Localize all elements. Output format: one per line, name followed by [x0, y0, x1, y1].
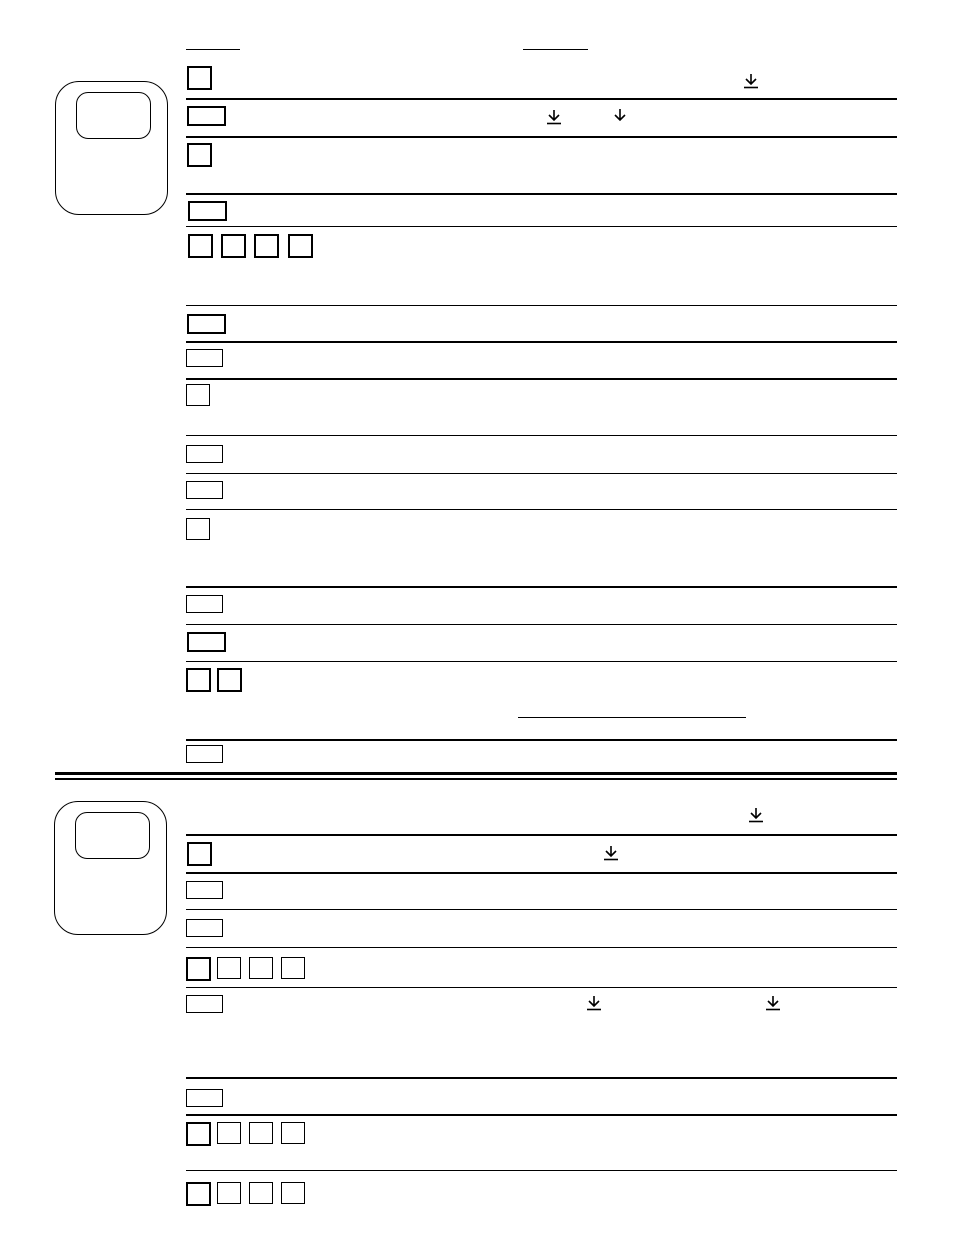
row-divider: [186, 305, 897, 306]
display-panel-icon: [54, 801, 167, 935]
enter-arrow-icon: [748, 807, 764, 823]
display-screen: [75, 812, 150, 859]
row-divider: [186, 947, 897, 948]
enter-arrow-icon: [586, 995, 602, 1011]
row-divider: [186, 987, 897, 988]
display-screen: [76, 92, 151, 139]
key-s2-row-7-b[interactable]: [217, 1122, 241, 1144]
row-divider: [186, 1077, 897, 1079]
key-row-9[interactable]: [186, 445, 223, 463]
key-s2-row-1[interactable]: [187, 842, 212, 866]
key-row-5-c[interactable]: [254, 234, 279, 258]
key-row-3[interactable]: [187, 143, 212, 167]
key-s2-row-4-d[interactable]: [281, 957, 305, 979]
key-row-2[interactable]: [187, 106, 226, 126]
key-s2-row-7-d[interactable]: [281, 1122, 305, 1144]
row-divider: [186, 193, 897, 195]
header-rule-right: [523, 49, 588, 50]
key-s2-row-8-c[interactable]: [249, 1182, 273, 1204]
key-s2-row-2[interactable]: [186, 881, 223, 899]
row-divider: [186, 341, 897, 343]
key-s2-row-6[interactable]: [186, 1089, 223, 1107]
row-divider: [186, 509, 897, 510]
key-row-11[interactable]: [186, 518, 210, 540]
header-rule-left: [186, 49, 240, 50]
row-divider: [186, 226, 897, 227]
key-s2-row-3[interactable]: [186, 919, 223, 937]
key-s2-row-4-b[interactable]: [217, 957, 241, 979]
enter-arrow-icon: [546, 109, 562, 125]
row-divider: [186, 909, 897, 910]
key-row-13[interactable]: [187, 632, 226, 652]
row-divider: [186, 1114, 897, 1116]
section-separator-bottom: [55, 778, 897, 780]
row-divider: [186, 624, 897, 625]
key-row-5-a[interactable]: [188, 234, 213, 258]
row-divider: [186, 1170, 897, 1171]
enter-arrow-icon: [765, 995, 781, 1011]
key-s2-row-7-c[interactable]: [249, 1122, 273, 1144]
key-row-5-b[interactable]: [221, 234, 246, 258]
key-row-12[interactable]: [186, 595, 223, 613]
row-divider: [186, 739, 897, 741]
key-row-14-a[interactable]: [186, 668, 211, 692]
row-divider: [186, 378, 897, 380]
display-panel-icon: [55, 81, 168, 215]
key-s2-row-4-a[interactable]: [186, 957, 211, 981]
key-s2-row-5[interactable]: [186, 995, 223, 1013]
key-row-15[interactable]: [186, 745, 223, 763]
key-row-6[interactable]: [187, 314, 226, 334]
key-row-14-b[interactable]: [217, 668, 242, 692]
key-s2-row-4-c[interactable]: [249, 957, 273, 979]
section-separator-top: [55, 772, 897, 775]
key-row-10[interactable]: [186, 481, 223, 499]
key-s2-row-8-d[interactable]: [281, 1182, 305, 1204]
key-s2-row-8-b[interactable]: [217, 1182, 241, 1204]
row-divider: [186, 586, 897, 588]
key-row-8[interactable]: [186, 384, 210, 406]
down-arrow-icon: [612, 108, 628, 124]
row-divider: [186, 435, 897, 436]
key-row-4[interactable]: [188, 201, 227, 221]
row-divider: [186, 872, 897, 874]
row-divider: [186, 98, 897, 100]
key-row-1[interactable]: [187, 66, 212, 90]
blank-fill-rule: [518, 717, 746, 718]
row-divider: [186, 834, 897, 836]
row-divider: [186, 473, 897, 474]
enter-arrow-icon: [603, 845, 619, 861]
row-divider: [186, 661, 897, 662]
enter-arrow-icon: [743, 73, 759, 89]
key-s2-row-8-a[interactable]: [186, 1182, 211, 1206]
key-row-5-d[interactable]: [288, 234, 313, 258]
key-s2-row-7-a[interactable]: [186, 1122, 211, 1146]
row-divider: [186, 136, 897, 138]
key-row-7[interactable]: [186, 349, 223, 367]
